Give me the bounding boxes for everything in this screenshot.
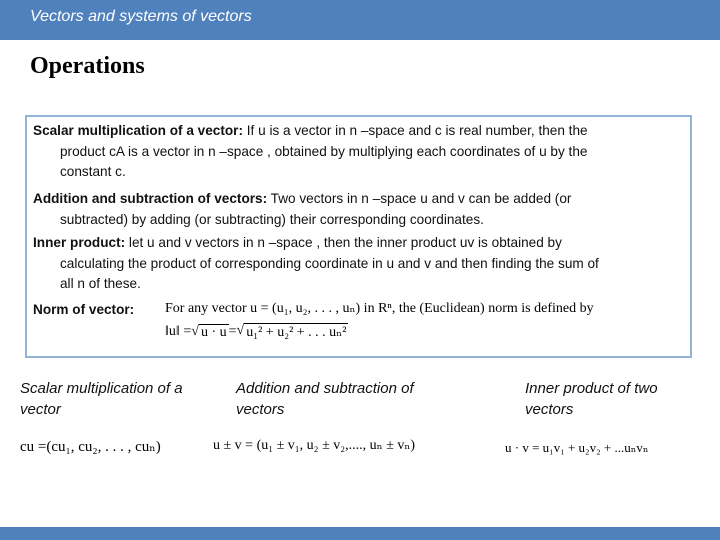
header-title: Vectors and systems of vectors [30, 8, 252, 25]
def-scalar-line2: product cA is a vector in n –space , obtained by multiplying each coordinates of u by the [60, 143, 588, 159]
def-scalar-line3: constant c. [60, 164, 126, 179]
term-addition: Addition and subtraction of vectors: [33, 191, 268, 206]
footer-bar [0, 527, 720, 540]
def-inner-line2: calculating the product of corresponding coordinate in u and v and then finding the sum of [60, 255, 599, 271]
sqrt-sum-squares: √ u₁² + u₂² + . . . uₙ² [236, 323, 347, 340]
caption-inner-product: Inner product of two vectors [525, 380, 658, 418]
norm-formula [165, 300, 685, 341]
formula-scalar-multiplication: cu =(cu₁, cu₂, . . . , cuₙ) [20, 439, 161, 455]
caption-addition-subtraction: Addition and subtraction of vectors [236, 380, 414, 418]
definition-addition-subtraction [33, 189, 688, 230]
formula-addition-subtraction: u ± v = (u₁ ± v₁, u₂ ± v₂,...., uₙ ± vₙ) [213, 438, 416, 453]
def-addition-line1: Two vectors in n –space u and v can be added (or [267, 191, 572, 206]
formula-inner-product: u · v = u₁v₁ + u₂v₂ + ...uₙvₙ [505, 440, 649, 455]
def-inner-line3: all n of these. [60, 276, 141, 291]
definition-scalar-multiplication [33, 121, 688, 183]
norm-formula-line1: For any vector u = (u₁, u₂, . . . , uₙ) in Rⁿ, the (Euclidean) norm is defined by [165, 301, 594, 316]
definition-norm [33, 300, 153, 321]
norm-eq: = [228, 324, 237, 339]
header-bar [0, 0, 720, 40]
term-scalar: Scalar multiplication of a vector: [33, 123, 243, 138]
caption-scalar-multiplication: Scalar multiplication of a vector [20, 380, 183, 418]
norm-lhs: ‖u‖ = [165, 324, 192, 339]
definition-inner-product [33, 233, 688, 295]
sqrt-u-dot-u: √ u · u [191, 323, 227, 340]
def-inner-line1: let u and v vectors in n –space , then the inner product uv is obtained by [125, 235, 562, 250]
slide-title: Operations [30, 53, 145, 79]
def-addition-line2: subtracted) by adding (or subtracting) their corresponding coordinates. [60, 211, 484, 227]
norm-formula-line2 [165, 323, 685, 341]
term-inner: Inner product: [33, 235, 126, 250]
def-scalar-line1: If u is a vector in n –space and c is real number, then the [243, 123, 588, 138]
term-norm: Norm of vector: [33, 302, 135, 317]
